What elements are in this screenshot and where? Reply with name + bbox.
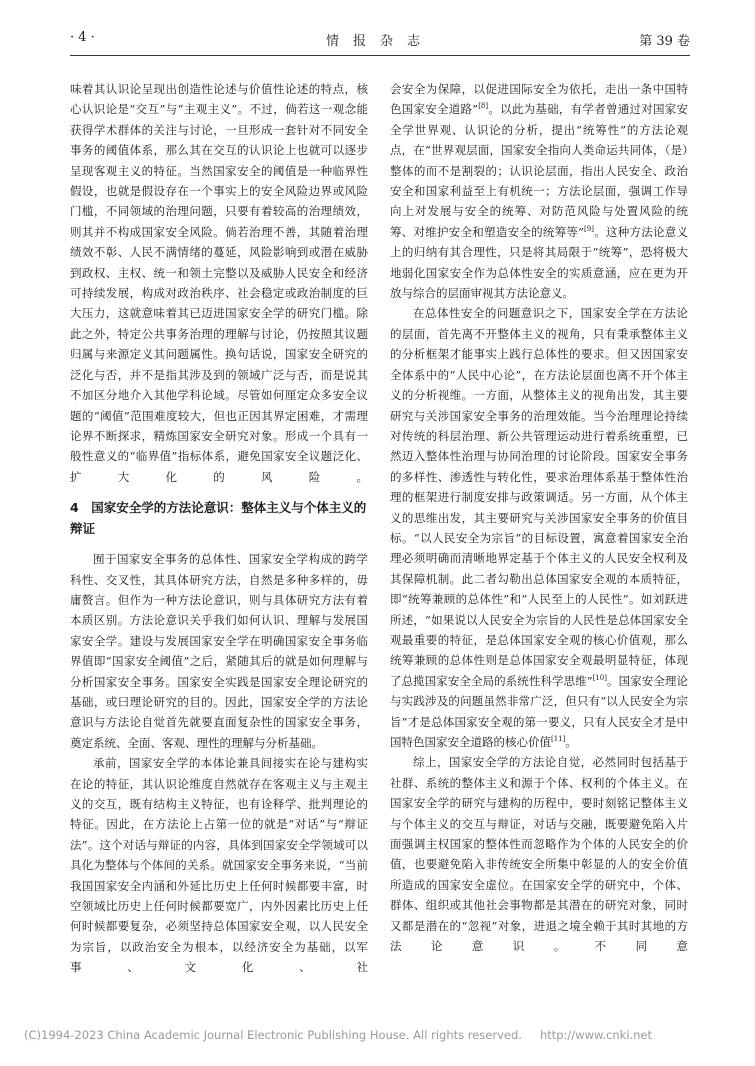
page-number: · 4 · <box>70 30 95 45</box>
paragraph-text: 。以此为基础，有学者曾通过对国家安全学世界观、认识论的分析，提出“统筹性”的方法论观点，在“世界观层面，国家安全指向人类命运共同体，（是）整体的而不是割裂的；认识论层面，指出人民安全、政治安全和国家利益至上有机统一；方法论层面，强调工作导向上对发展与安全的统筹、对防范风险与处置风险的统筹、对维护安全和塑造安全的统筹等” <box>390 102 688 239</box>
paragraph: 综上，国家安全学的方法论自觉，必然同时包括基于社群、系统的整体主义和源于个体、权利的个体主义。在国家安全学的研究与建构的历程中，要时刻铭记整体主义与个体主义的交互与辩证，对话与交融，既要避免陷入片面强调主权国家的整体性而忽略作为个体的人民安全的价值，也要避免陷入非传统安全所集中彰显的人的安全价值所造成的国家安全虚位。在国家安全学的研究中，个体、群体、组织或其他社会事物都是其潜在的研究对象，同时又都是潜在的“忽视”对象，进退之境全赖于其时其地的方法论意识。不同意 <box>390 755 688 954</box>
citation-ref: [11] <box>551 735 566 744</box>
paragraph-text: 。这种方法论意义上的归纳有其合理性，只是将其局限于“统筹”，恐将极大地弱化国家安全作为总体性安全的实质意涵，应在更为开放与综合的层面审视其方法论意义。 <box>390 224 688 301</box>
footer-url[interactable]: http://www.cnki.net <box>539 1028 652 1042</box>
citation-ref: [9] <box>584 225 594 234</box>
header-rule <box>70 55 690 56</box>
paragraph <box>390 303 688 752</box>
section-heading: 4 国家安全学的方法论意识：整体主义与个体主义的辩证 <box>70 500 367 537</box>
paragraph-text: 。 <box>565 735 577 749</box>
citation-ref: [8] <box>478 102 489 111</box>
paragraph-text: 会安全为保障，以促进国际安全为依托，走出一条中国特色国家安全道路” <box>390 82 688 117</box>
paragraph-text: 。国家安全理论与实践涉及的问题虽然非常广泛，但只有“以人民安全为宗旨”才是总体国家安全观的第一要义，只有人民安全才是中国特色国家安全道路的核心价值 <box>390 673 688 749</box>
left-column <box>70 79 368 978</box>
right-column <box>390 79 688 956</box>
volume-label: 第 39 卷 <box>639 34 690 49</box>
paragraph <box>390 79 688 303</box>
paragraph: 承前，国家安全学的本体论兼具间接实在论与建构实在论的特征，其认识论维度自然就存在客观主义与主观主义的交互，既有结构主义特征，也有诠释学、批判理论的特征。因此，在方法论上占第一位的就是“对话”与“辩证法”。这个对话与辩证的内容，具体到国家安全学领域可以具化为整体与个体间的关系。就国家安全事务来说，“当前我国国家安全内涵和外延比历史上任何时候都要丰富，时空领域比历史上任何时候都要宽广，内外因素比历史上任何时候都要复杂，必须坚持总体国家安全观，以人民安全为宗旨，以政治安全为根本，以经济安全为基础，以军事、文化、社 <box>70 756 368 975</box>
journal-title: 情报杂志 <box>325 34 434 49</box>
paragraph-text: 在总体性安全的问题意识之下，国家安全学在方法论的层面，首先离不开整体主义的视角，只有秉承整体主义的分析框架才能事实上践行总体性的要求。但又因国家安全体系中的“人民中心论”，在方法论层面也离不开个体主义的分析视维。一方面，从整体主义的视角出发，其主要研究与关涉国家安全事务的治理效能。当今治理理论持续对传统的科层治理、新公共管理运动进行着系统重塑，已然迈入整体性治理与协同治理的讨论阶段。国家安全事务的多样性、渗透性与转化性，要求治理体系基于整体性治理的框架进行制度安排与政策调适。另一方面，从个体主义的思维出发，其主要研究与关涉国家安全事务的价值目标。“以人民安全为宗旨”的目标设置，寓意着国家安全治理必须明确而清晰地界定基于个体主义的人民安全权利及其保障机制。此二者勾勒出总体国家安全观的本质特征，即“统筹兼顾的总体性”和“人民至上的人民性”。如刘跃进所述，“如果说以人民安全为宗旨的人民性是总体国家安全观最重要的特征，是总体国家安全观的核心价值观，那么统筹兼顾的总体性则是总体国家安全观最明显特征，体现了总揽国家安全全局的系统性科学思维” <box>390 306 688 688</box>
copyright-notice: (C)1994-2023 China Academic Journal Electronic Publishing House. All rights reserved. <box>24 1028 522 1042</box>
paragraph: 囿于国家安全事务的总体性、国家安全学构成的跨学科性、交叉性，其具体研究方法，自然是多种多样的，毋庸赘言。但作为一种方法论意识，则与具体研究方法有着本质区别。方法论意识关乎我们如何认识、理解与发展国家安全学。建设与发展国家安全学在明确国家安全事务临界值即“国家安全阈值”之后，紧随其后的就是如何理解与分析国家安全事务。国家安全实践是国家安全理论研究的基础，或曰理论研究的目的。因此，国家安全学的方法论意识与方法论自觉首先就要直面复杂性的国家安全事务，奠定系统、全面、客观、理性的理解与分析基础。 <box>70 552 368 750</box>
citation-ref: [10] <box>592 673 607 682</box>
paragraph: 味着其认识论呈现出创造性论述与价值性论述的特点，核心认识论是“交互”与“主观主义”。不过，倘若这一观念能获得学术群体的关注与讨论，一旦形成一套针对不同安全事务的阈值体系，那么其在交互的认识论上也就可以逐步呈现客观主义的特征。当然国家安全的阈值是一种临界性假设，也就是假设存在一个事实上的安全风险边界或风险门槛，不同领域的治理问题，只要有着较高的治理绩效，则其并不构成国家安全风险。倘若治理不善，其随着治理绩效不彰、人民不满情绪的蔓延，风险影响到或潜在威胁到政权、主权、统一和领土完整以及威胁人民安全和经济可持续发展，构成对政治秩序、社会稳定或政治制度的巨大压力，这就意味着其已迈进国家安全学的研究门槛。除此之外，特定公共事务治理的理解与讨论，仍按照其议题归属与来源定义其问题属性。换句话说，国家安全研究的泛化与否，并不是指其涉及到的领域广泛与否，而是说其不加区分地介入其他学科论域。尽管如何厘定众多安全议题的“阈值”范围难度较大，但也正因其界定困难，才需理论界不断探求，精炼国家安全研究对象。形成一个具有一般性意义的“临界值”指标体系，避免国家安全议题泛化、扩大化的风险。 <box>70 82 368 484</box>
running-header <box>70 30 690 50</box>
footer <box>24 1028 730 1042</box>
